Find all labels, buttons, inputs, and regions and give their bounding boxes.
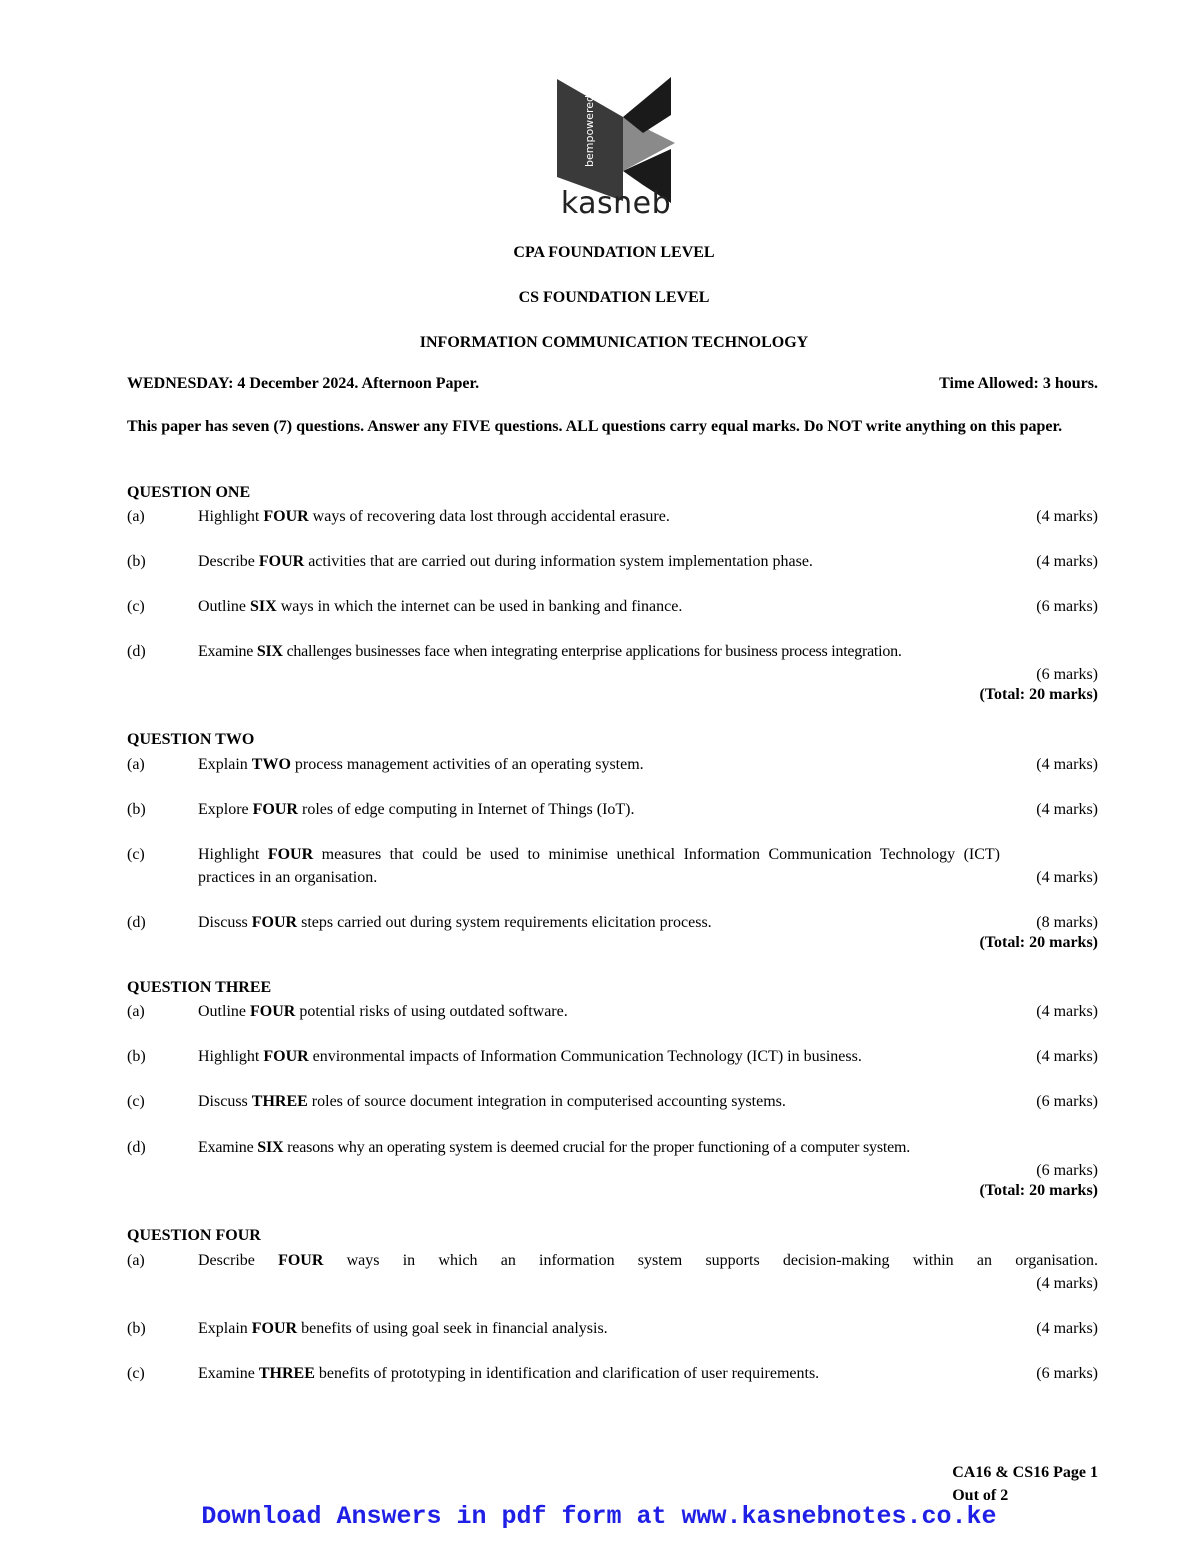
paper-title: INFORMATION COMMUNICATION TECHNOLOGY [419, 334, 809, 351]
item-marks: (4 marks) [1036, 801, 1098, 818]
logo-tagline: bempowered [583, 95, 596, 167]
question-three-title: QUESTION THREE [127, 979, 272, 996]
item-marks: (4 marks) [1036, 756, 1098, 773]
item-text: Highlight FOUR environmental impacts of Information Communication Technology (ICT) in business. [198, 1048, 862, 1065]
q2-c [127, 844, 1098, 889]
item-marks: (6 marks) [1036, 598, 1098, 615]
item-label: (c) [127, 846, 145, 863]
time-allowed: Time Allowed: 3 hours. [939, 375, 1098, 392]
item-label: (b) [127, 801, 146, 818]
item-marks: (6 marks) [1036, 1093, 1098, 1110]
q3-total: (Total: 20 marks) [979, 1182, 1098, 1199]
q4-a [127, 1250, 1098, 1295]
question-four-title: QUESTION FOUR [127, 1227, 261, 1244]
item-label: (a) [127, 756, 145, 773]
item-text: Outline FOUR potential risks of using outdated software. [198, 1003, 568, 1020]
item-marks: (6 marks) [1036, 665, 1098, 683]
item-marks: (6 marks) [1036, 1365, 1098, 1382]
question-two-title: QUESTION TWO [127, 731, 255, 748]
item-marks: (4 marks) [1036, 1048, 1098, 1065]
item-label: (a) [127, 1003, 145, 1020]
item-label: (c) [127, 598, 145, 615]
instructions: This paper has seven (7) questions. Answer any FIVE questions. ALL questions carry equal marks. Do NOT write anything on this paper. [127, 418, 1063, 435]
item-text: Explain TWO process management activities of an operating system. [198, 756, 644, 773]
download-link[interactable]: Download Answers in pdf form at www.kasnebnotes.co.ke [201, 1502, 997, 1531]
item-label: (c) [127, 1093, 145, 1110]
item-label: (b) [127, 1048, 146, 1065]
item-text: Describe FOUR activities that are carried out during information system implementation phase. [198, 553, 813, 570]
item-text: Examine SIX challenges businesses face when integrating enterprise applications for business process integration. [198, 643, 902, 660]
item-marks: (8 marks) [1036, 914, 1098, 931]
item-marks: (4 marks) [1036, 1320, 1098, 1337]
item-marks: (4 marks) [1036, 553, 1098, 570]
exam-date: WEDNESDAY: 4 December 2024. Afternoon Paper. [127, 375, 480, 392]
item-text: Outline SIX ways in which the internet can be used in banking and finance. [198, 598, 683, 615]
logo-wordmark: kasneb [560, 186, 672, 221]
item-text: Discuss FOUR steps carried out during system requirements elicitation process. [198, 914, 712, 931]
item-label: (c) [127, 1365, 145, 1382]
item-label: (b) [127, 553, 146, 570]
item-text: Discuss THREE roles of source document integration in computerised accounting systems. [198, 1093, 786, 1110]
item-label: (d) [127, 643, 146, 660]
exam-level-cpa: CPA FOUNDATION LEVEL [513, 244, 715, 261]
item-text: Examine THREE benefits of prototyping in identification and clarification of user requirements. [198, 1365, 820, 1382]
item-marks: (6 marks) [1036, 1161, 1098, 1179]
exam-level-cs: CS FOUNDATION LEVEL [518, 289, 710, 306]
page-footer [952, 1461, 1098, 1507]
page-count: Out of 2 [952, 1487, 1009, 1504]
question-one-title: QUESTION ONE [127, 484, 251, 501]
item-text: Examine SIX reasons why an operating system is deemed crucial for the proper functioning of a computer system. [198, 1139, 911, 1156]
item-marks: (4 marks) [1036, 1003, 1098, 1020]
page-reference: CA16 & CS16 Page 1 [952, 1464, 1098, 1481]
item-marks: (4 marks) [1036, 868, 1098, 886]
item-label: (b) [127, 1320, 146, 1337]
item-text: Explain FOUR benefits of using goal seek in financial analysis. [198, 1320, 608, 1337]
q2-total: (Total: 20 marks) [979, 934, 1098, 951]
item-label: (d) [127, 914, 146, 931]
item-label: (a) [127, 1252, 145, 1269]
item-text: Describe FOUR ways in which an information system supports decision-making within an organisation. [198, 1252, 1098, 1269]
item-text: Highlight FOUR measures that could be used to minimise unethical Information Communication Technology (ICT) practices in an organisation. [198, 846, 1001, 886]
item-marks: (4 marks) [1036, 1274, 1098, 1292]
item-label: (d) [127, 1139, 146, 1156]
item-text: Highlight FOUR ways of recovering data lost through accidental erasure. [198, 508, 670, 525]
item-text: Explore FOUR roles of edge computing in Internet of Things (IoT). [198, 801, 635, 818]
q1-total: (Total: 20 marks) [979, 686, 1098, 703]
item-marks: (4 marks) [1036, 508, 1098, 525]
date-time-row [127, 375, 1098, 393]
item-label: (a) [127, 508, 145, 525]
